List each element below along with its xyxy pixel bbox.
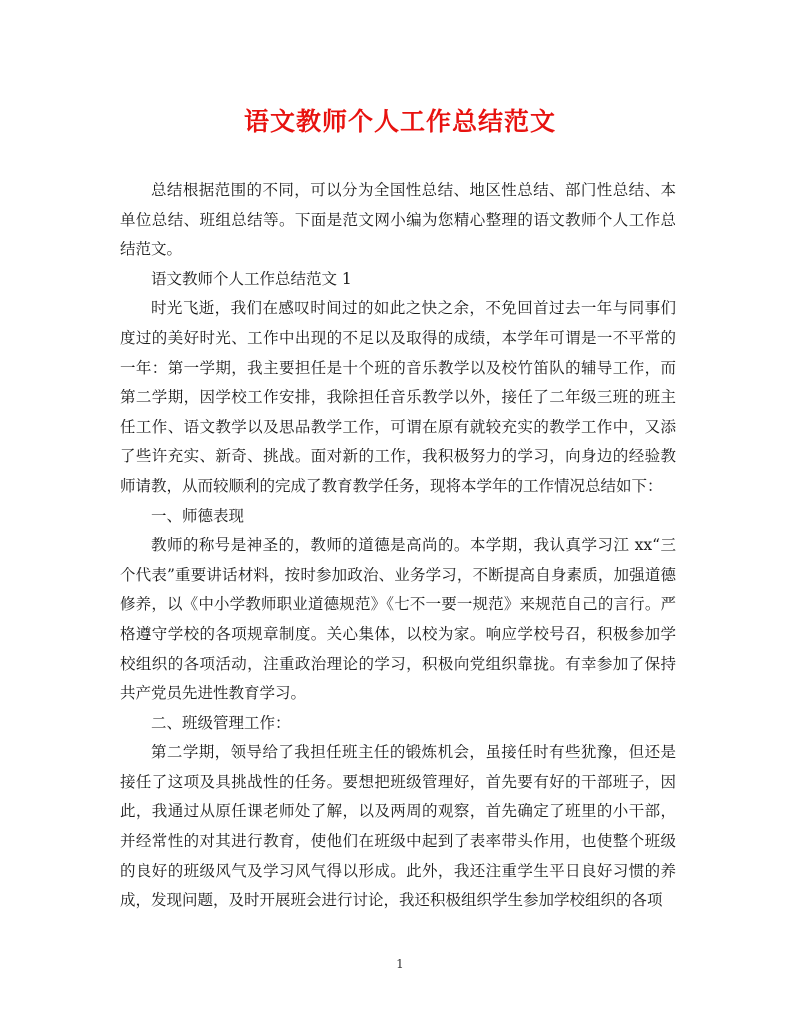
section-heading-ethics: 一、师德表现 (151, 506, 245, 525)
intro-paragraph: 总结根据范围的不同，可以分为全国性总结、地区性总结、部门性总结、本单位总结、班组总结等。下面是范文网小编为您精心整理的语文教师个人工作总结范文。 (120, 181, 676, 259)
document-title: 语文教师个人工作总结范文 (243, 107, 556, 136)
section-heading-class-management: 二、班级管理工作： (151, 713, 291, 732)
page-number: 1 (396, 957, 404, 971)
document-body (120, 176, 676, 916)
body-paragraph: 教师的称号是神圣的，教师的道德是高尚的。本学期，我认真学习江 xx“三个代表”重要讲话材料，按时参加政治、业务学习，不断提高自身素质，加强道德修养，以《中小学教师职业道德规范》《七不一要一规范》来规范自己的言行。严格遵守学校的各项规章制度。关心集体，以校为家。响应学校号召，积极参加学校组织的各项活动，注重政治理论的学习，积极向党组织靠拢。有幸参加了保持共产党员先进性教育学习。 (120, 536, 676, 703)
body-paragraph: 时光飞逝，我们在感叹时间过的如此之快之余，不免回首过去一年与同事们度过的美好时光、工作中出现的不足以及取得的成绩，本学年可谓是一不平常的一年：第一学期，我主要担任是十个班的音乐教学以及校竹笛队的辅导工作，而第二学期，因学校工作安排，我除担任音乐教学以外，接任了二年级三班的班主任工作、语文教学以及思品教学工作，可谓在原有就较充实的教学工作中，又添了些许充实、新奇、挑战。面对新的工作，我积极努力的学习，向身边的经验教师请教，从而较顺利的完成了教育教学任务，现将本学年的工作情况总结如下： (120, 299, 676, 495)
section-heading-sample-1: 语文教师个人工作总结范文 1 (151, 269, 352, 288)
body-paragraph: 第二学期，领导给了我担任班主任的锻炼机会，虽接任时有些犹豫，但还是接任了这项及具挑战性的任务。要想把班级管理好，首先要有好的干部班子，因此，我通过从原任课老师处了解，以及两周的观察，首先确定了班里的小干部，并经常性的对其进行教育，使他们在班级中起到了表率带头作用，也使整个班级的良好的班级风气及学习风气得以形成。此外，我还注重学生平日良好习惯的养成，发现问题，及时开展班会进行讨论，我还积极组织学生参加学校组织的各项 (120, 743, 676, 910)
